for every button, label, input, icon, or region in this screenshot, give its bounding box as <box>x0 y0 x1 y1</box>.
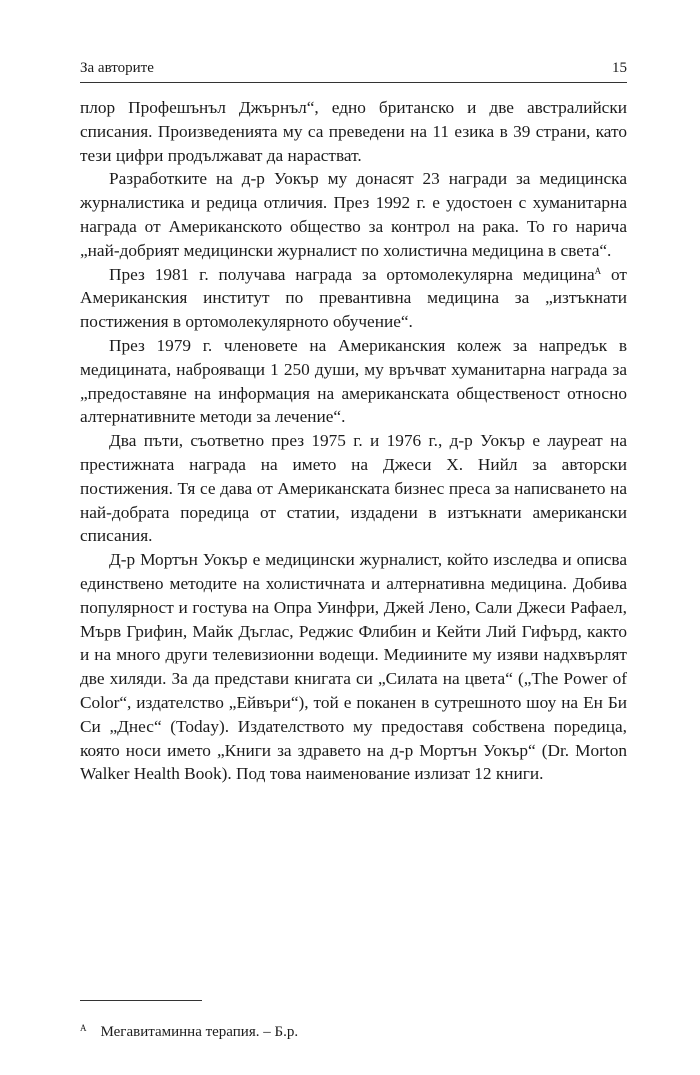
page-number: 15 <box>612 60 627 76</box>
footnote-text: Мегавитаминна терапия. – Б.р. <box>100 1024 299 1040</box>
body-text <box>80 96 627 786</box>
paragraph: През 1979 г. членовете на Американския колеж за напредък в медицината, наброяващи 1 250 души, му връчват хуманитарна награда за „предоставяне на информация на американската общественост относно алтернативните методи за лечение“. <box>80 335 627 427</box>
paragraph: плор Профешънъл Джърнъл“, едно британско и две австралийски списания. Произведенията му са преведени на 11 езика в 39 страни, като тези цифри продължават да нарастват. <box>80 98 627 165</box>
paragraph-text: от Американския институт по превантивна медицина за „изтъкнати постижения в ортомолекулярното обучение“. <box>80 264 627 332</box>
running-header <box>80 60 627 77</box>
paragraph <box>80 263 627 334</box>
footnote-rule <box>80 1000 202 1001</box>
section-title: За авторите <box>80 60 154 76</box>
paragraph: Разработките на д-р Уокър му донасят 23 награди за медицинска журналистика и редица отличия. През 1992 г. е удостоен с хуманитарна награда от Американското общество за контрол на рака. То го нарича „най-добрият медицински журналист по холистична медицина в света“. <box>80 169 627 260</box>
paragraph: Два пъти, съответно през 1975 г. и 1976 г., д-р Уокър е лауреат на престижната награда на името на Джеси Х. Нийл за авторски постижения. Тя се дава от Американската бизнес преса за написването на най-добрата поредица от статии, издадени в изтъкнати американски списания. <box>80 431 627 546</box>
paragraph: Д-р Мортън Уокър е медицински журналист, който изследва и описва единствено методите на холистичната и алтернативна медицина. Добива популярност и гостува на Опра Уинфри, Джей Лено, Сали Джеси Рафаел, Мърв Грифин, Майк Дъглас, Реджис Флибин и Кейти Лий Гифърд, както и на много други телевизионни водещи. Медиините му изяви надхвърлят две хиляди. За да представи книгата си „Силата на цвета“ („The Power of Color“, издателство „Ейвъри“), той е поканен в сутрешното шоу на Ен Би Си „Днес“ (Today). Издателството му предоставя собствена поредица, която носи името „Книги за здравето на д-р Мортън Уокър“ (Dr. Morton Walker Health Book). Под това наименование излизат 12 книги. <box>80 550 627 784</box>
footnote <box>80 1023 298 1041</box>
header-rule <box>80 82 627 83</box>
footnote-marker: А <box>80 1023 87 1033</box>
footnote-reference: А <box>594 265 602 276</box>
paragraph-text: През 1981 г. получава награда за ортомолекулярна медицина <box>109 264 595 284</box>
